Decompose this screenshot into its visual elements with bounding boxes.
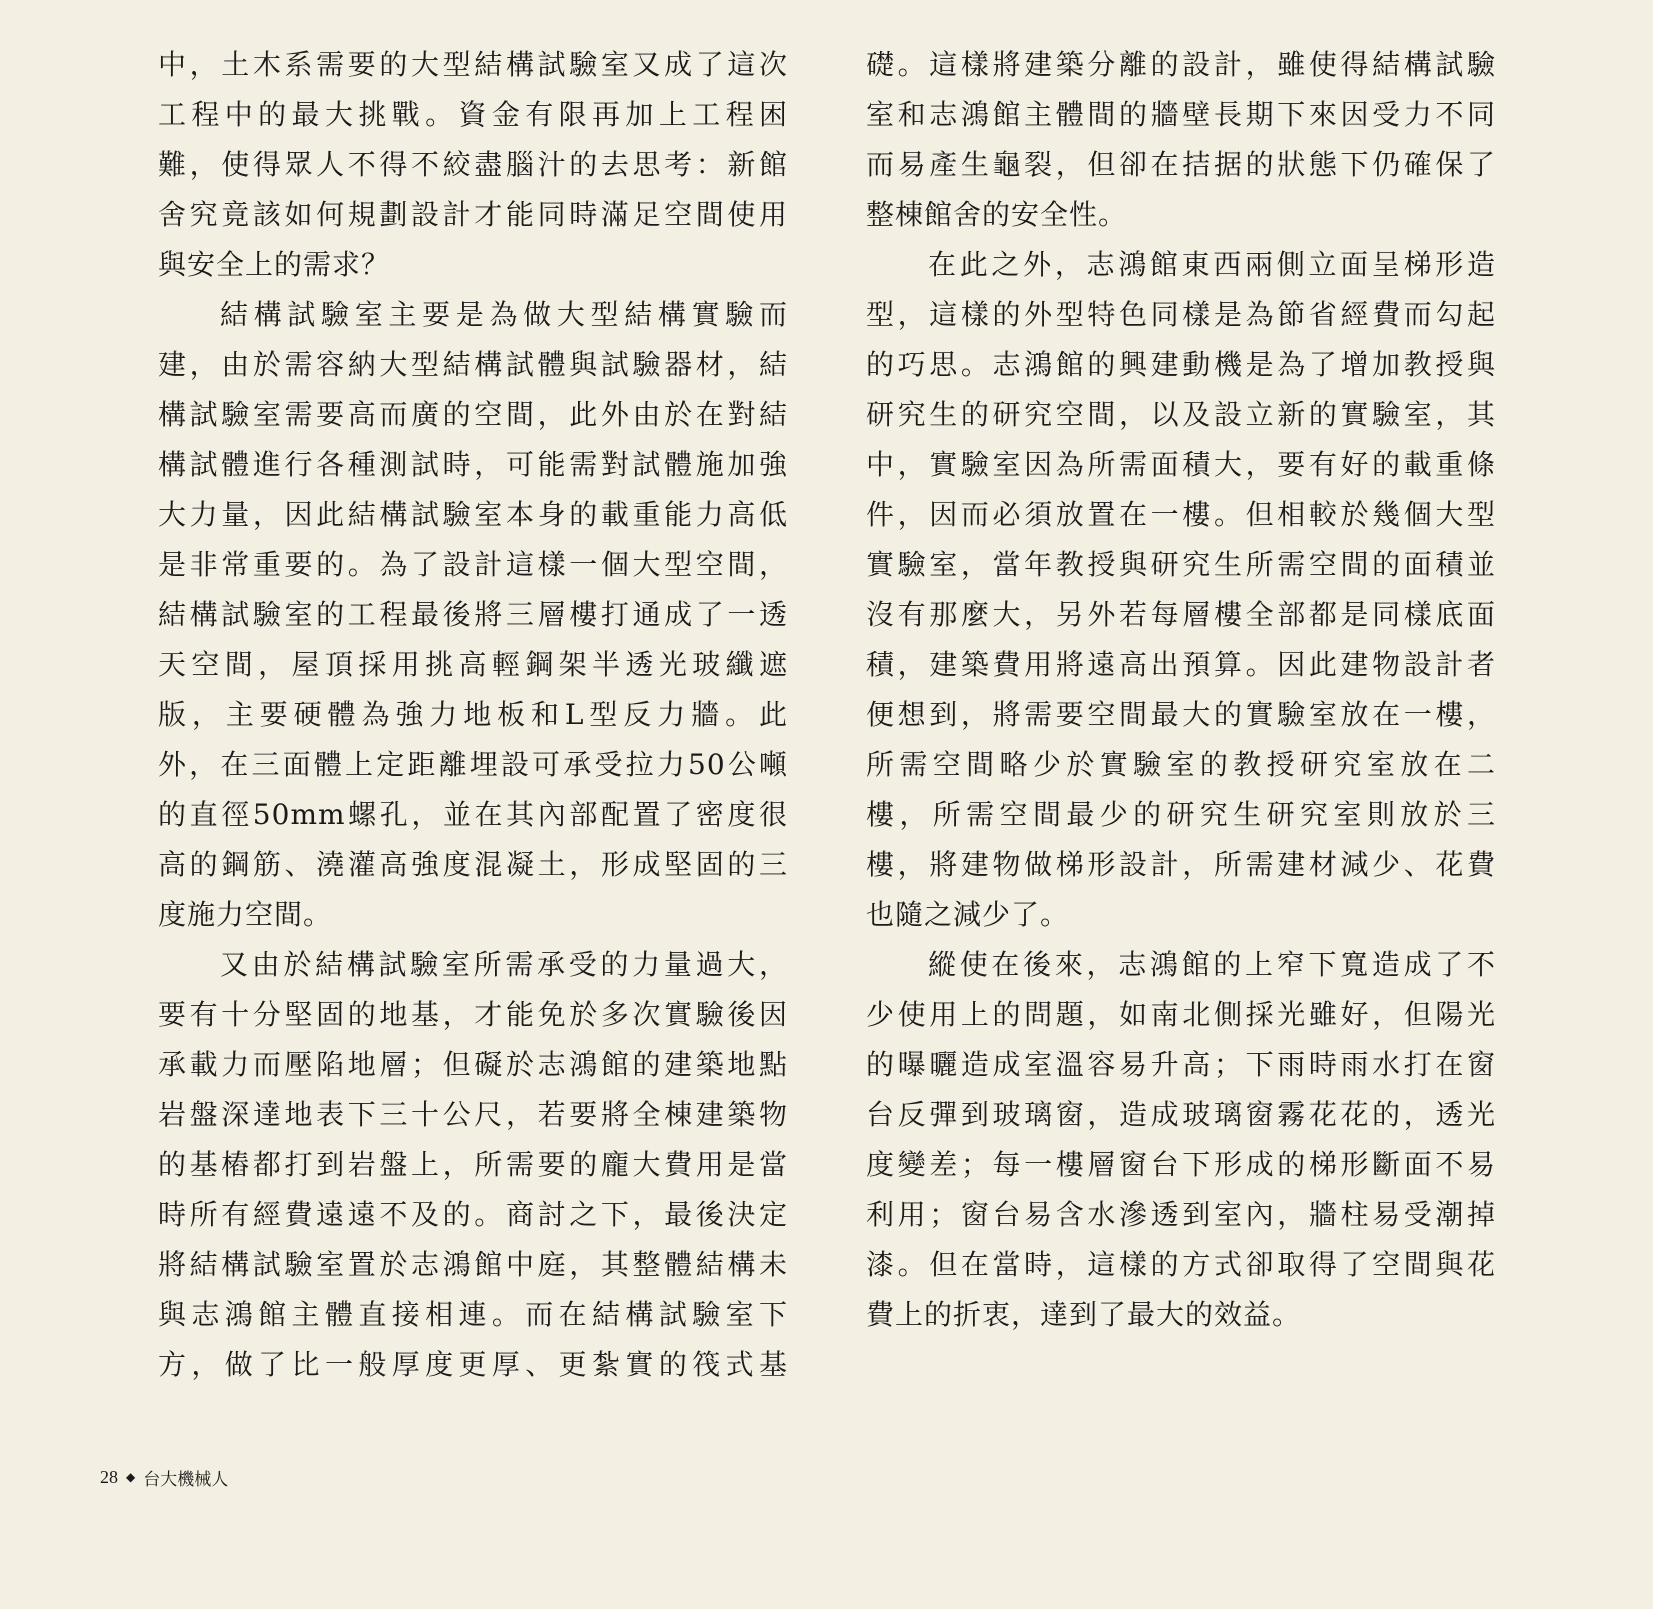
text-line: 也隨之減少了。 — [866, 898, 1070, 931]
text-line: 要有十分堅固的地基，才能免於多次實驗後因 — [158, 998, 788, 1031]
text-line: 是非常重要的。為了設計這樣一個大型空間， — [158, 548, 788, 581]
text-line: 縱使在後來，志鴻館的上窄下寬造成了不 — [928, 948, 1496, 981]
text-line: 的直徑50mm螺孔，並在其內部配置了密度很 — [158, 798, 788, 831]
text-line: 在此之外，志鴻館東西兩側立面呈梯形造 — [928, 248, 1496, 281]
text-line: 費上的折衷，達到了最大的效益。 — [866, 1298, 1302, 1331]
text-line: 結構試驗室主要是為做大型結構實驗而 — [220, 298, 788, 331]
text-line: 的巧思。志鴻館的興建動機是為了增加教授與 — [866, 348, 1496, 381]
text-line: 研究生的研究空間，以及設立新的實驗室，其 — [866, 398, 1496, 431]
text-line: 台反彈到玻璃窗，造成玻璃窗霧花花的，透光 — [866, 1098, 1496, 1131]
text-line: 又由於結構試驗室所需承受的力量過大， — [220, 948, 788, 981]
text-line: 舍究竟該如何規劃設計才能同時滿足空間使用 — [158, 198, 788, 231]
text-line: 實驗室，當年教授與研究生所需空間的面積並 — [866, 548, 1496, 581]
text-line: 構試體進行各種測試時，可能需對試體施加強 — [158, 448, 788, 481]
text-line: 岩盤深達地表下三十公尺，若要將全棟建築物 — [158, 1098, 788, 1131]
text-line: 將結構試驗室置於志鴻館中庭，其整體結構未 — [158, 1248, 788, 1281]
text-line: 結構試驗室的工程最後將三層樓打通成了一透 — [158, 598, 788, 631]
text-line: 樓，所需空間最少的研究生研究室則放於三 — [866, 798, 1496, 831]
text-line: 高的鋼筋、澆灌高強度混凝土，形成堅固的三 — [158, 848, 788, 881]
text-line: 天空間，屋頂採用挑高輕鋼架半透光玻纖遮 — [158, 648, 788, 681]
text-line: 與志鴻館主體直接相連。而在結構試驗室下 — [158, 1298, 788, 1331]
text-line: 便想到，將需要空間最大的實驗室放在一樓， — [866, 698, 1496, 731]
text-line: 中，土木系需要的大型結構試驗室又成了這次 — [158, 48, 788, 81]
text-line: 整棟館舍的安全性。 — [866, 198, 1128, 231]
text-line: 漆。但在當時，這樣的方式卻取得了空間與花 — [866, 1248, 1496, 1281]
text-line: 時所有經費遠遠不及的。商討之下，最後決定 — [158, 1198, 788, 1231]
text-line: 度施力空間。 — [158, 898, 333, 931]
text-line: 中，實驗室因為所需面積大，要有好的載重條 — [866, 448, 1496, 481]
text-line: 大力量，因此結構試驗室本身的載重能力高低 — [158, 498, 788, 531]
text-line: 積，建築費用將遠高出預算。因此建物設計者 — [866, 648, 1496, 681]
publication-title: 台大機械人 — [143, 1470, 229, 1490]
text-line: 外，在三面體上定距離埋設可承受拉力50公噸 — [158, 748, 788, 781]
text-line: 方，做了比一般厚度更厚、更紮實的筏式基 — [158, 1348, 788, 1381]
text-line: 礎。這樣將建築分離的設計，雖使得結構試驗 — [866, 48, 1496, 81]
text-line: 的曝曬造成室溫容易升高；下雨時雨水打在窗 — [866, 1048, 1496, 1081]
text-line: 樓，將建物做梯形設計，所需建材減少、花費 — [866, 848, 1496, 881]
text-line: 型，這樣的外型特色同樣是為節省經費而勾起 — [866, 298, 1496, 331]
text-line: 少使用上的問題，如南北側採光雖好，但陽光 — [866, 998, 1496, 1031]
text-line: 建，由於需容納大型結構試體與試驗器材，結 — [158, 348, 788, 381]
text-line: 構試驗室需要高而廣的空間，此外由於在對結 — [158, 398, 788, 431]
text-line: 工程中的最大挑戰。資金有限再加上工程困 — [158, 98, 788, 131]
page-footer — [100, 1465, 228, 1490]
text-line: 而易產生龜裂，但卻在拮据的狀態下仍確保了 — [866, 148, 1496, 181]
text-line: 所需空間略少於實驗室的教授研究室放在二 — [866, 748, 1496, 781]
text-line: 難，使得眾人不得不絞盡腦汁的去思考：新館 — [158, 148, 788, 181]
text-line: 室和志鴻館主體間的牆壁長期下來因受力不同 — [866, 98, 1496, 131]
right-text-column — [866, 40, 1496, 1340]
text-line: 沒有那麼大，另外若每層樓全部都是同樣底面 — [866, 598, 1496, 631]
page-number: 28 — [100, 1467, 118, 1487]
text-line: 件，因而必須放置在一樓。但相較於幾個大型 — [866, 498, 1496, 531]
left-text-column — [158, 40, 788, 1390]
diamond-icon: ◆ — [126, 1470, 136, 1484]
text-line: 版，主要硬體為強力地板和L型反力牆。此 — [158, 698, 788, 731]
text-line: 度變差；每一樓層窗台下形成的梯形斷面不易 — [866, 1148, 1496, 1181]
text-line: 的基樁都打到岩盤上，所需要的龐大費用是當 — [158, 1148, 788, 1181]
text-line: 承載力而壓陷地層；但礙於志鴻館的建築地點 — [158, 1048, 788, 1081]
text-line: 與安全上的需求？ — [158, 248, 391, 281]
text-line: 利用；窗台易含水滲透到室內，牆柱易受潮掉 — [866, 1198, 1496, 1231]
